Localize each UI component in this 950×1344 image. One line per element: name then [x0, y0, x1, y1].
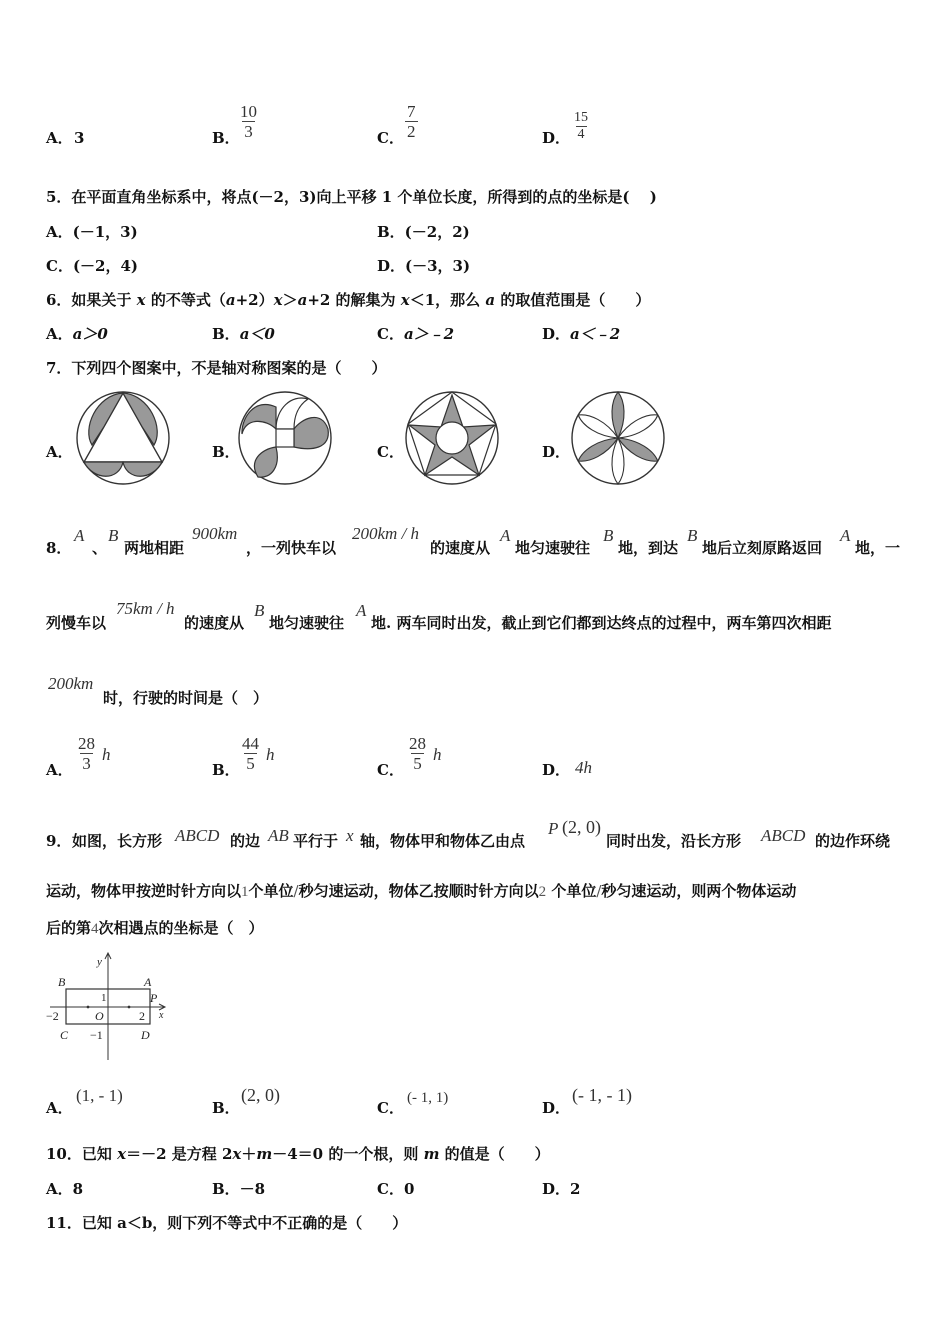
q9-option-b-label: B．: [212, 1099, 240, 1117]
q8-point-a: A: [840, 526, 851, 545]
q9-slash: /: [596, 882, 602, 900]
numerator: 15: [574, 110, 588, 125]
q8-text: 两地相距: [124, 539, 185, 557]
q6-var: a: [225, 291, 236, 309]
q6-stem-part: 的取值范围是（ ）: [495, 291, 651, 309]
q5-option-a: A．(－1，3): [46, 223, 138, 241]
q6-stem-part: 的不等式（: [145, 291, 226, 309]
q9-text-line2: [46, 881, 796, 902]
q7-figure-a: [74, 389, 172, 487]
q10-stem-part: 的值是（ ）: [439, 1145, 550, 1163]
q6-var: x: [400, 291, 410, 309]
numerator: 28: [409, 734, 426, 753]
q8-option-a-fraction: [76, 734, 97, 773]
label-1: 1: [101, 992, 107, 1004]
q6-stem-part: +2）: [235, 291, 274, 309]
q8-distance-2: 200km: [48, 674, 94, 693]
label-o: O: [95, 1009, 104, 1023]
q9-text: 后的第: [46, 919, 92, 937]
q8-option-b-label: B．: [212, 761, 240, 779]
q5-stem: 5．在平面直角坐标系中，将点(－2，3)向上平移 1 个单位长度，所得到的点的坐标是( ): [46, 188, 657, 206]
q9-text: 运动，物体甲按逆时针方向以: [46, 882, 242, 900]
q8-text: 时，行驶的时间是（ ）: [103, 689, 269, 707]
q9-point-p-coord: (2, 0): [562, 817, 601, 837]
q9-number: 4: [91, 921, 99, 937]
q10-stem: [46, 1144, 550, 1164]
numerator: 7: [407, 102, 416, 121]
q6-stem: [46, 290, 650, 310]
q9-text: 次相遇点的坐标是（ ）: [98, 919, 264, 937]
q8-text: 地，到达: [618, 539, 679, 557]
q10-stem-part: ＝－2 是方程 2: [126, 1145, 233, 1163]
q4-option-c-fraction: [405, 102, 418, 141]
q4-option-a-label: A．: [46, 129, 73, 147]
q8-point-a: A: [74, 526, 85, 545]
q9-option-c-value: (- 1, 1): [407, 1090, 449, 1106]
q10-option-a: A．8: [46, 1180, 84, 1198]
q9-text: 的边: [230, 832, 261, 850]
q10-option-d: D．2: [542, 1180, 581, 1198]
option-text: a＜0: [239, 325, 275, 343]
q4-option-d-fraction: [572, 110, 590, 143]
q8-distance: 900km: [192, 524, 238, 543]
tick-dot: [128, 1006, 131, 1009]
q6-var: a: [485, 291, 496, 309]
q8-option-c-unit: h: [433, 745, 442, 764]
q6-option-d: [542, 324, 620, 344]
q8-text: 地，一: [855, 539, 901, 557]
label-x: x: [159, 1010, 164, 1021]
q4-option-b-fraction: [238, 102, 259, 141]
q8-speed-slow: 75km / h: [116, 599, 175, 618]
q9-option-a-label: A．: [46, 1099, 73, 1117]
denominator: 2: [407, 122, 416, 141]
q6-option-a: [46, 324, 108, 344]
q10-var: m: [256, 1145, 273, 1163]
q7-option-a-label: A．: [46, 443, 73, 461]
q9-text-line3: [46, 918, 264, 939]
q8-text: 地后立刻原路返回: [702, 539, 823, 557]
q8-option-c-label: C．: [377, 761, 404, 779]
q8-point-b: B: [603, 526, 614, 545]
q10-stem-part: ＋: [241, 1145, 257, 1163]
q9-option-d-label: D．: [542, 1099, 571, 1117]
q8-separator: 、: [92, 539, 108, 557]
q7-stem: 7．下列四个图案中，不是轴对称图案的是（ ）: [46, 359, 387, 377]
numerator: 10: [240, 102, 257, 121]
option-label: C．: [377, 325, 404, 343]
q9-text: 轴，物体甲和物体乙由点: [360, 832, 526, 850]
option-label: A．: [46, 325, 73, 343]
q8-number: 8．: [46, 539, 72, 557]
q9-slash: /: [293, 882, 299, 900]
q6-stem-part: +2 的解集为: [307, 291, 401, 309]
q8-text: 的速度从: [430, 539, 491, 557]
q7-figure-d: [569, 389, 667, 487]
label-p: P: [150, 991, 158, 1005]
q8-point-a: A: [356, 601, 367, 620]
q6-option-c: [377, 324, 454, 344]
q9-side-ab: AB: [268, 826, 289, 845]
q9-text: 平行于: [293, 832, 339, 850]
numerator: 44: [242, 734, 259, 753]
q8-option-a-label: A．: [46, 761, 73, 779]
label-neg-1: −1: [90, 1028, 103, 1042]
q8-point-b: B: [254, 601, 265, 620]
q8-text: 地. 两车同时出发，截止到它们都到达终点的过程中，两车第四次相距: [371, 614, 832, 632]
q9-text: 个单位: [546, 882, 597, 900]
q9-figure: [44, 952, 174, 1064]
q8-text: 的速度从: [184, 614, 245, 632]
label-b: B: [58, 975, 66, 989]
denominator: 5: [413, 754, 422, 773]
q5-option-c: C．(－2，4): [46, 257, 139, 275]
q6-var: x: [273, 291, 283, 309]
numerator: 28: [78, 734, 95, 753]
q10-option-b: B．－8: [212, 1180, 266, 1198]
q9-number: 1: [241, 884, 249, 900]
q8-text: 地匀速驶往: [269, 614, 345, 632]
option-label: B．: [212, 325, 240, 343]
q8-text: ，一列快车以: [246, 539, 337, 557]
q6-var: x: [136, 291, 146, 309]
q7-option-d-label: D．: [542, 443, 571, 461]
denominator: 4: [577, 127, 585, 142]
option-text: a＜﹣2: [570, 325, 621, 343]
q6-stem-part: ＜1，那么: [409, 291, 486, 309]
q9-x-axis: x: [346, 826, 354, 845]
q9-rect-name: ABCD: [175, 826, 220, 845]
q6-stem-part: ＞: [282, 291, 298, 309]
q4-option-a-value: 3: [74, 129, 85, 147]
q10-stem-part: －4＝0 的一个根，则: [272, 1145, 424, 1163]
q8-option-d-value: 4h: [575, 758, 592, 777]
q10-option-c: C．0: [377, 1180, 415, 1198]
q9-number: 9．: [46, 832, 72, 850]
label-a: A: [144, 975, 152, 989]
q5-option-d: D．(－3，3): [377, 257, 471, 275]
q9-option-d-value: (- 1, - 1): [572, 1085, 632, 1105]
q4-option-c-label: C．: [377, 129, 404, 147]
q9-text: 秒匀速运动，则两个物体运动: [601, 882, 797, 900]
q6-var: a: [297, 291, 308, 309]
q9-text: 同时出发，沿长方形: [606, 832, 742, 850]
q8-option-a-unit: h: [102, 745, 111, 764]
q9-text: 秒匀速运动，物体乙按顺时针方向以: [298, 882, 539, 900]
q10-var: x: [232, 1145, 242, 1163]
q8-option-b-fraction: [240, 734, 261, 773]
q9-option-b-value: (2, 0): [241, 1085, 280, 1105]
q10-var: m: [423, 1145, 440, 1163]
q4-option-b-label: B．: [212, 129, 240, 147]
option-text: a＞0: [72, 325, 108, 343]
q8-text: 列慢车以: [46, 614, 107, 632]
q8-speed-fast: 200km / h: [352, 524, 420, 543]
label-d: D: [141, 1028, 150, 1042]
label-y: y: [97, 956, 102, 968]
q10-stem-part: 10．已知: [46, 1145, 118, 1163]
option-label: D．: [542, 325, 571, 343]
q8-point-a: A: [500, 526, 511, 545]
q6-stem-part: 6．如果关于: [46, 291, 137, 309]
q5-option-b: B．(－2，2): [377, 223, 470, 241]
tick-dot: [87, 1006, 90, 1009]
q8-option-b-unit: h: [266, 745, 275, 764]
q9-number: 2: [538, 884, 547, 900]
q7-option-c-label: C．: [377, 443, 404, 461]
denominator: 5: [246, 754, 255, 773]
q9-point-p: P: [548, 819, 559, 838]
denominator: 3: [82, 754, 91, 773]
q8-point-b: B: [108, 526, 119, 545]
label-c: C: [60, 1028, 69, 1042]
q9-option-c-label: C．: [377, 1099, 404, 1117]
q7-option-b-label: B．: [212, 443, 240, 461]
label-neg-2: −2: [46, 1009, 59, 1023]
q4-option-d-label: D．: [542, 129, 571, 147]
q8-point-b: B: [687, 526, 698, 545]
q8-text: 地匀速驶往: [515, 539, 591, 557]
q9-text: 如图，长方形: [72, 832, 163, 850]
q8-option-c-fraction: [407, 734, 428, 773]
q9-text: 个单位: [248, 882, 294, 900]
q9-rect-name: ABCD: [761, 826, 806, 845]
q11-stem: 11．已知 a＜b，则下列不等式中不正确的是（ ）: [46, 1214, 408, 1232]
label-2: 2: [139, 1009, 145, 1023]
q6-option-b: [212, 324, 275, 344]
option-text: a＞﹣2: [403, 325, 455, 343]
q7-figure-c: [403, 389, 501, 487]
q9-option-a-value: (1, - 1): [76, 1086, 123, 1105]
q9-text: 的边作环绕: [815, 832, 891, 850]
q7-figure-b: [236, 389, 334, 487]
q10-var: x: [117, 1145, 127, 1163]
denominator: 3: [244, 122, 253, 141]
q8-option-d-label: D．: [542, 761, 571, 779]
